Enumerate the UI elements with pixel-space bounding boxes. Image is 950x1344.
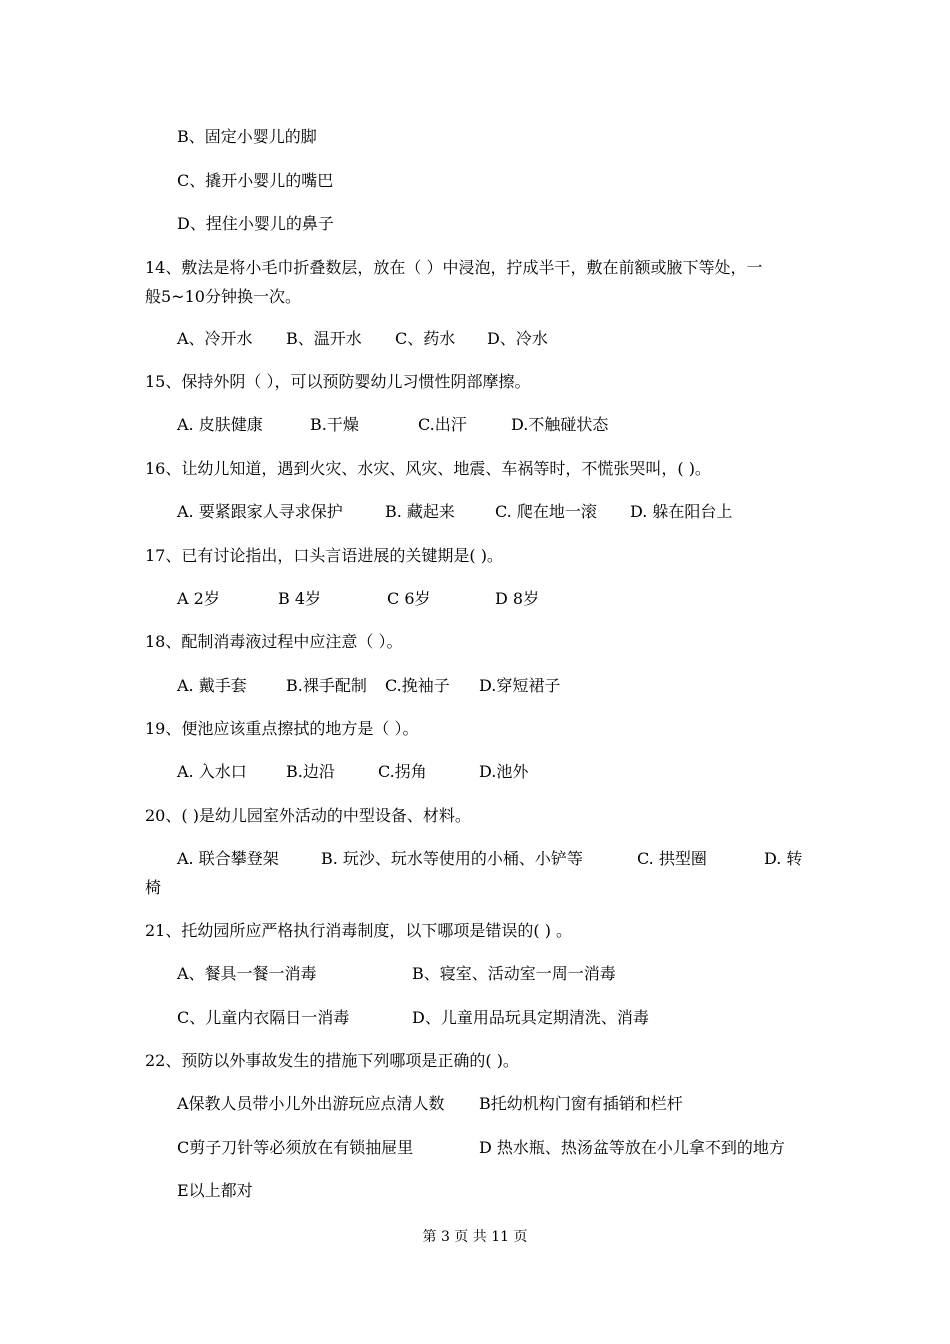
option-16-a: A. 要紧跟家人寻求保护 xyxy=(177,502,343,521)
option-20-d-continued: 椅 xyxy=(145,878,162,897)
option-13-b: B、固定小婴儿的脚 xyxy=(177,127,317,146)
question-16: 16、让幼儿知道，遇到火灾、水灾、风灾、地震、车祸等时，不慌张哭叫，( )。 xyxy=(145,459,711,478)
option-21-c: C、儿童内衣隔日一消毒 xyxy=(177,1008,350,1027)
option-15-b: B.干燥 xyxy=(310,415,359,434)
option-18-b: B.裸手配制 xyxy=(286,676,367,695)
option-20-d: D. 转 xyxy=(764,849,803,868)
option-15-a: A. 皮肤健康 xyxy=(177,415,263,434)
option-22-d: D 热水瓶、热汤盆等放在小儿拿不到的地方 xyxy=(479,1138,785,1157)
question-15: 15、保持外阴（ ），可以预防婴幼儿习惯性阴部摩擦。 xyxy=(145,372,531,391)
option-21-d: D、儿童用品玩具定期清洗、消毒 xyxy=(412,1008,649,1027)
option-22-e: E以上都对 xyxy=(177,1181,253,1200)
option-16-b: B. 藏起来 xyxy=(385,502,455,521)
option-20-a: A. 联合攀登架 xyxy=(177,849,279,868)
option-20-c: C. 拱型圈 xyxy=(637,849,707,868)
option-13-d: D、捏住小婴儿的鼻子 xyxy=(177,214,334,233)
option-17-c: C 6岁 xyxy=(387,589,431,608)
question-21: 21、托幼园所应严格执行消毒制度，以下哪项是错误的( ) 。 xyxy=(145,921,573,940)
option-13-c: C、撬开小婴儿的嘴巴 xyxy=(177,171,334,190)
option-14-a: A、冷开水 xyxy=(177,329,253,348)
option-15-d: D.不触碰状态 xyxy=(511,415,609,434)
question-14-continued: 般5~10分钟换一次。 xyxy=(145,287,301,306)
option-22-a: A保教人员带小儿外出游玩应点清人数 xyxy=(177,1094,445,1113)
question-14: 14、敷法是将小毛巾折叠数层，放在（ ）中浸泡，拧成半干，敷在前额或腋下等处，一 xyxy=(145,258,763,277)
option-14-c: C、药水 xyxy=(395,329,456,348)
option-18-c: C.挽袖子 xyxy=(385,676,450,695)
option-17-d: D 8岁 xyxy=(495,589,540,608)
option-19-a: A. 入水口 xyxy=(177,762,247,781)
option-19-b: B.边沿 xyxy=(286,762,335,781)
question-22: 22、预防以外事故发生的措施下列哪项是正确的( )。 xyxy=(145,1051,519,1070)
option-21-b: B、寝室、活动室一周一消毒 xyxy=(412,964,616,983)
question-18: 18、配制消毒液过程中应注意（ ）。 xyxy=(145,632,403,651)
option-18-a: A. 戴手套 xyxy=(177,676,247,695)
question-20: 20、( )是幼儿园室外活动的中型设备、材料。 xyxy=(145,806,471,825)
option-19-c: C.拐角 xyxy=(378,762,427,781)
page-number-footer: 第 3 页 共 11 页 xyxy=(422,1229,528,1245)
option-14-b: B、温开水 xyxy=(286,329,362,348)
option-22-b: B托幼机构门窗有插销和栏杆 xyxy=(479,1094,683,1113)
option-17-a: A 2岁 xyxy=(177,589,220,608)
option-14-d: D、冷水 xyxy=(487,329,548,348)
option-16-c: C. 爬在地一滚 xyxy=(495,502,597,521)
option-16-d: D. 躲在阳台上 xyxy=(630,502,733,521)
option-15-c: C.出汗 xyxy=(418,415,467,434)
option-21-a: A、餐具一餐一消毒 xyxy=(177,964,317,983)
option-18-d: D.穿短裙子 xyxy=(479,676,561,695)
question-17: 17、已有讨论指出，口头言语进展的关键期是( )。 xyxy=(145,546,503,565)
question-19: 19、便池应该重点擦拭的地方是（ ）。 xyxy=(145,719,419,738)
option-22-c: C剪子刀针等必须放在有锁抽屉里 xyxy=(177,1138,414,1157)
option-17-b: B 4岁 xyxy=(278,589,322,608)
option-20-b: B. 玩沙、玩水等使用的小桶、小铲等 xyxy=(321,849,583,868)
option-19-d: D.池外 xyxy=(479,762,529,781)
